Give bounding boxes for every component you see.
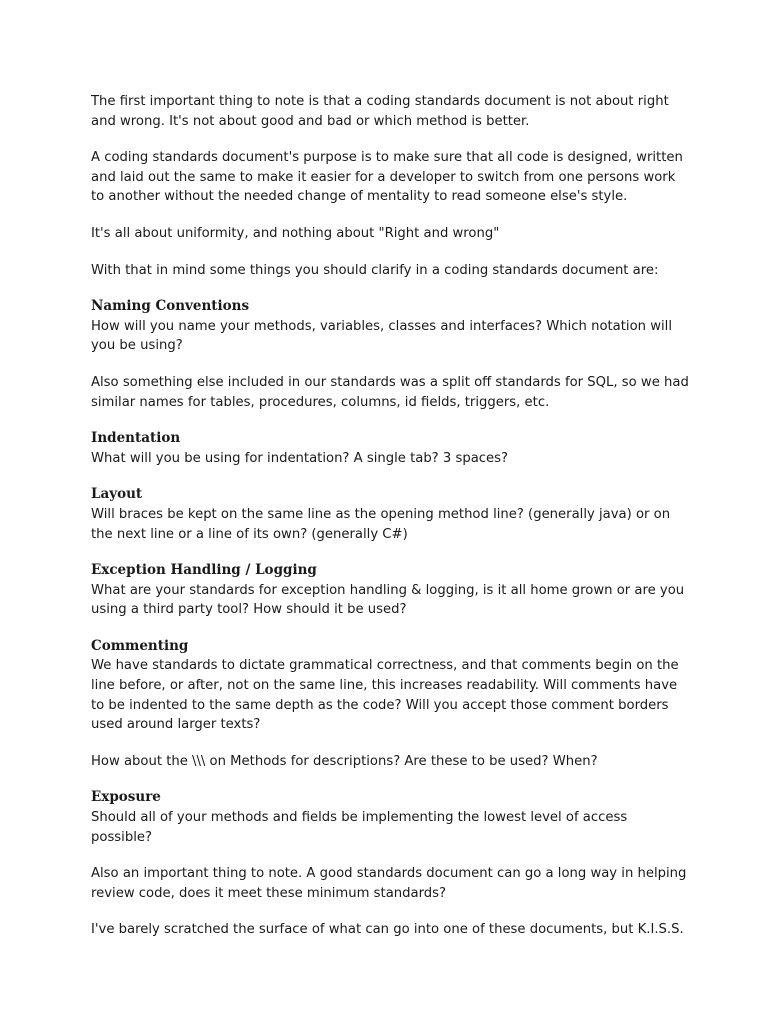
section-heading: Exception Handling / Logging bbox=[91, 562, 317, 579]
section-exception-handling bbox=[91, 561, 691, 620]
section-heading: Layout bbox=[91, 486, 143, 503]
section-paragraph: Also something else included in our standards was a split off standards for SQL, so we had similar names for tables, procedures, columns, id fields, triggers, etc. bbox=[91, 374, 689, 410]
closing-paragraph: Also an important thing to note. A good standards document can go a long way in helping review code, does it meet these minimum standards? bbox=[91, 866, 687, 901]
section-heading: Exposure bbox=[91, 789, 161, 806]
document-page bbox=[91, 92, 691, 957]
section-paragraph: Should all of your methods and fields be implementing the lowest level of access possible? bbox=[91, 810, 628, 845]
section-paragraph: What will you be using for indentation? A single tab? 3 spaces? bbox=[91, 450, 509, 466]
intro-paragraph: The first important thing to note is that a coding standards document is not about right and wrong. It's not about good and bad or which method is better. bbox=[91, 94, 669, 129]
section-naming-conventions bbox=[91, 297, 691, 412]
section-paragraph: How will you name your methods, variables, classes and interfaces? Which notation will you be using? bbox=[91, 318, 672, 354]
section-commenting bbox=[91, 637, 691, 772]
section-exposure bbox=[91, 788, 691, 847]
intro-paragraph: With that in mind some things you should clarify in a coding standards document are: bbox=[91, 262, 659, 278]
section-paragraph: Will braces be kept on the same line as the opening method line? (generally java) or on the next line or a line of its own? (generally C#) bbox=[91, 506, 671, 542]
section-paragraph: We have standards to dictate grammatical correctness, and that comments begin on the line before, or after, not on the same line, this increases readability. Will comments have to be indented to the same depth as the code? Will you accept those comment borders used around larger texts? bbox=[91, 658, 679, 733]
intro-paragraph: It's all about uniformity, and nothing about "Right and wrong" bbox=[91, 225, 500, 241]
section-indentation bbox=[91, 429, 691, 468]
section-heading: Naming Conventions bbox=[91, 298, 250, 315]
intro-paragraph: A coding standards document's purpose is to make sure that all code is designed, written and laid out the same to make it easier for a developer to switch from one persons work to another without the needed change of mentality to read someone else's style. bbox=[91, 150, 683, 205]
section-heading: Commenting bbox=[91, 637, 189, 654]
section-heading: Indentation bbox=[91, 430, 181, 447]
section-paragraph: How about the \\\ on Methods for descriptions? Are these to be used? When? bbox=[91, 753, 598, 769]
closing-paragraph: I've barely scratched the surface of what can go into one of these documents, but K.I.S.S. bbox=[91, 922, 684, 938]
section-layout bbox=[91, 485, 691, 544]
section-paragraph: What are your standards for exception handling & logging, is it all home grown or are you using a third party tool? How should it be used? bbox=[91, 582, 685, 618]
